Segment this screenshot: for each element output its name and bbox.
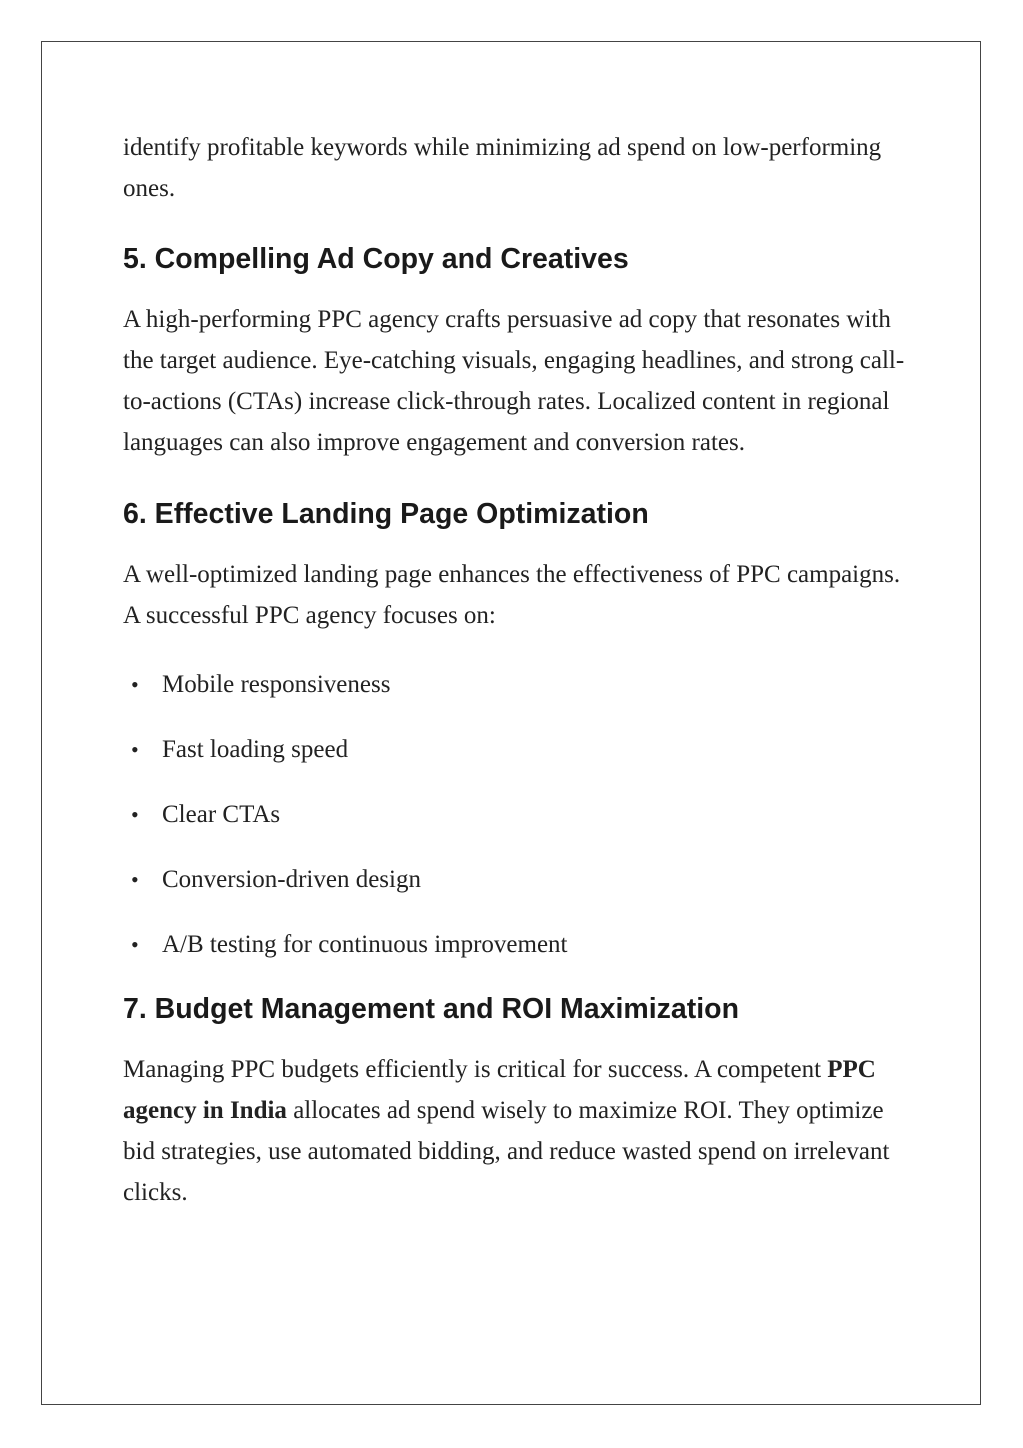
section-7-heading: 7. Budget Management and ROI Maximization	[123, 993, 739, 1025]
list-item	[123, 924, 913, 965]
list-item	[123, 859, 913, 900]
list-item-text: Mobile responsiveness	[162, 671, 391, 698]
list-item	[123, 664, 913, 705]
list-item-text: Fast loading speed	[162, 736, 349, 763]
section-7-paragraph	[123, 1049, 913, 1213]
section-7-text-before: Managing PPC budgets efficiently is critical for success. A competent	[123, 1056, 828, 1083]
list-item-text: Clear CTAs	[162, 801, 281, 828]
section-7-bold-phrase: PPC agency in India	[123, 1056, 876, 1124]
list-item	[123, 794, 913, 835]
continued-paragraph: identify profitable keywords while minimizing ad spend on low-performing ones.	[123, 134, 882, 202]
bullet-icon: •	[131, 867, 139, 892]
section-6-heading: 6. Effective Landing Page Optimization	[123, 498, 649, 530]
section-6-paragraph: A well-optimized landing page enhances the effectiveness of PPC campaigns. A successful PPC agency focuses on:	[123, 561, 901, 629]
landing-page-focus-list	[123, 664, 913, 965]
section-5-paragraph: A high-performing PPC agency crafts persuasive ad copy that resonates with the target audience. Eye-catching visuals, engaging headlines, and strong call-to-actions (CTAs) increase click-through rates. Localized content in regional languages can also improve engagement and conversion rates.	[123, 306, 905, 456]
bullet-icon: •	[131, 672, 139, 697]
section-7-text-after: allocates ad spend wisely to maximize ROI. They optimize bid strategies, use automated bidding, and reduce wasted spend on irrelevant clicks.	[123, 1097, 890, 1206]
document-body	[123, 127, 913, 1213]
bullet-icon: •	[131, 737, 139, 762]
bullet-icon: •	[131, 932, 139, 957]
section-5-heading: 5. Compelling Ad Copy and Creatives	[123, 243, 629, 275]
list-item-text: A/B testing for continuous improvement	[162, 931, 568, 958]
list-item-text: Conversion-driven design	[162, 866, 421, 893]
bullet-icon: •	[131, 802, 139, 827]
list-item	[123, 729, 913, 770]
